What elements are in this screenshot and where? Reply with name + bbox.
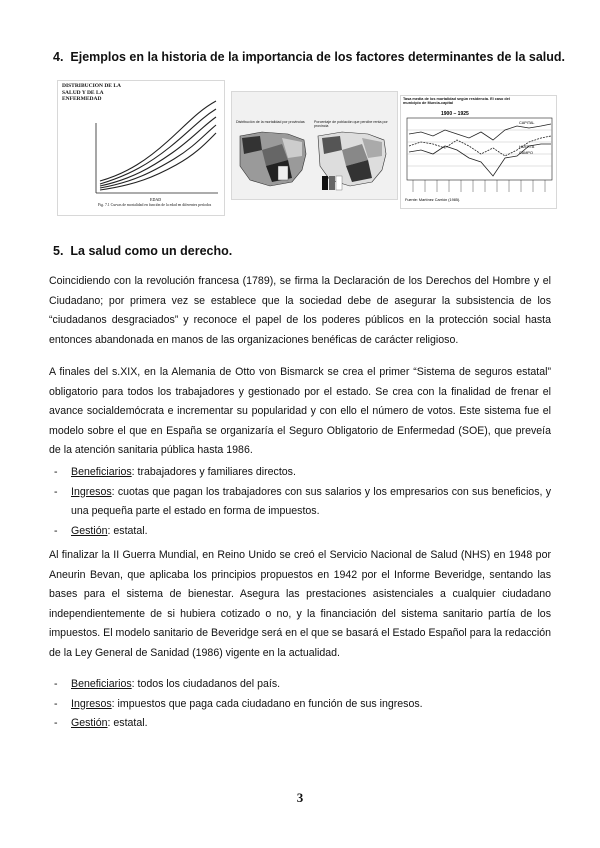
map-left (240, 132, 306, 186)
list-item: - Beneficiarios: todos los ciudadanos del país. (54, 678, 281, 690)
figure-survival-curves (57, 80, 225, 216)
paragraph-1: Coincidiendo con la revolución francesa (1789), se firma la Declaración de los Derechos del Hombre y el Ciudadano; por primera vez se establece que la sociedad debe de asegurar la subsistencia de los “ciudadanos desgraciados” y reconoce el papel de los poderes públicos en la protección social hasta entonces abandonada en manos de las organizaciones benéficas de carácter religioso. (49, 275, 551, 346)
svg-text:EDAD: EDAD (150, 197, 162, 202)
fig1-title: DISTRIBUCIÓN DE LA SALUD Y DE LA ENFERMEDAD (62, 83, 121, 102)
section-4-heading (53, 50, 565, 64)
legend-campo: CAMPO (519, 151, 533, 155)
legend-capital: CAPITAL (519, 121, 535, 125)
fig2-left-title: Distribución de la mortalidad por provincias (236, 120, 305, 124)
section-title: La salud como un derecho. (70, 244, 233, 258)
list-item: - Ingresos: cuotas que pagan los trabajadores con sus salarios y los empresarios con sus beneficios, y una pequeña parte el estado en forma de impuestos. (54, 485, 551, 518)
section-number: 4. (53, 50, 64, 64)
list-item: - Ingresos: impuestos que paga cada ciudadano en función de sus ingresos. (54, 697, 423, 710)
fig1-caption: Fig. 7.1 Curvas de mortalidad en función de la edad en diferentes períodos (98, 203, 212, 207)
list-beveridge (49, 675, 551, 734)
section-number: 5. (53, 244, 64, 258)
fig3-period: 1900 – 1925 (441, 111, 469, 117)
figure-mortality-chart (400, 95, 557, 209)
fig3-source: Fuente: Martínez Carrión (1985). (405, 198, 461, 202)
list-item: - Gestión: estatal. (54, 717, 148, 730)
section-5-heading (53, 244, 232, 258)
fig3-title: Tasa media de los mortalidad según residencia. El caso del municipio de Murcia-capital (403, 97, 510, 106)
list-item: - Gestión: estatal. (54, 524, 148, 537)
paragraph-2: A finales del s.XIX, en la Alemania de Otto von Bismarck se crea el primer “Sistema de seguros estatal” obligatorio para todos los trabajadores y gestionado por el estado. Se crea con la finalidad de frenar el avance socialdemócrata e incrementar su popularidad y con ello el número de votos. Este sistema fue el modelo sobre el que en España se organizaría el Seguro Obligatorio de Enfermedad (SOE), que preveía de la atención sanitaria pública hasta 1986. (49, 366, 551, 457)
section-title: Ejemplos en la historia de la importancia de los factores determinantes de la salud. (70, 50, 565, 64)
list-item: - Beneficiarios: trabajadores y familiares directos. (54, 466, 296, 478)
map-right (318, 132, 386, 190)
list-bismarck (49, 463, 551, 541)
page-number: 3 (296, 790, 304, 805)
fig2-right-title: Porcentaje de población que percibe renta por provincia (314, 120, 388, 128)
legend-huerta: HUERTA (519, 145, 535, 149)
paragraph-3: Al finalizar la II Guerra Mundial, en Reino Unido se creó el Servicio Nacional de Salud (NHS) en 1948 por Aneurin Bevan, que aplicaba los principios propuestos en 1942 por el Informe Beveridge, sentando las bases para el sistema de bienestar. Asegura las prestaciones asistenciales a cualquier ciudadano independientemente de si hubiera cotizado o no, y la financiación del sistema sanitario partía de los impuestos. El modelo sanitario de Beveridge será en el que se basará el Estado Español para la redacción de la Ley General de Sanidad (1986) vigente en la actualidad. (49, 549, 551, 659)
figure-spain-maps (231, 91, 398, 200)
